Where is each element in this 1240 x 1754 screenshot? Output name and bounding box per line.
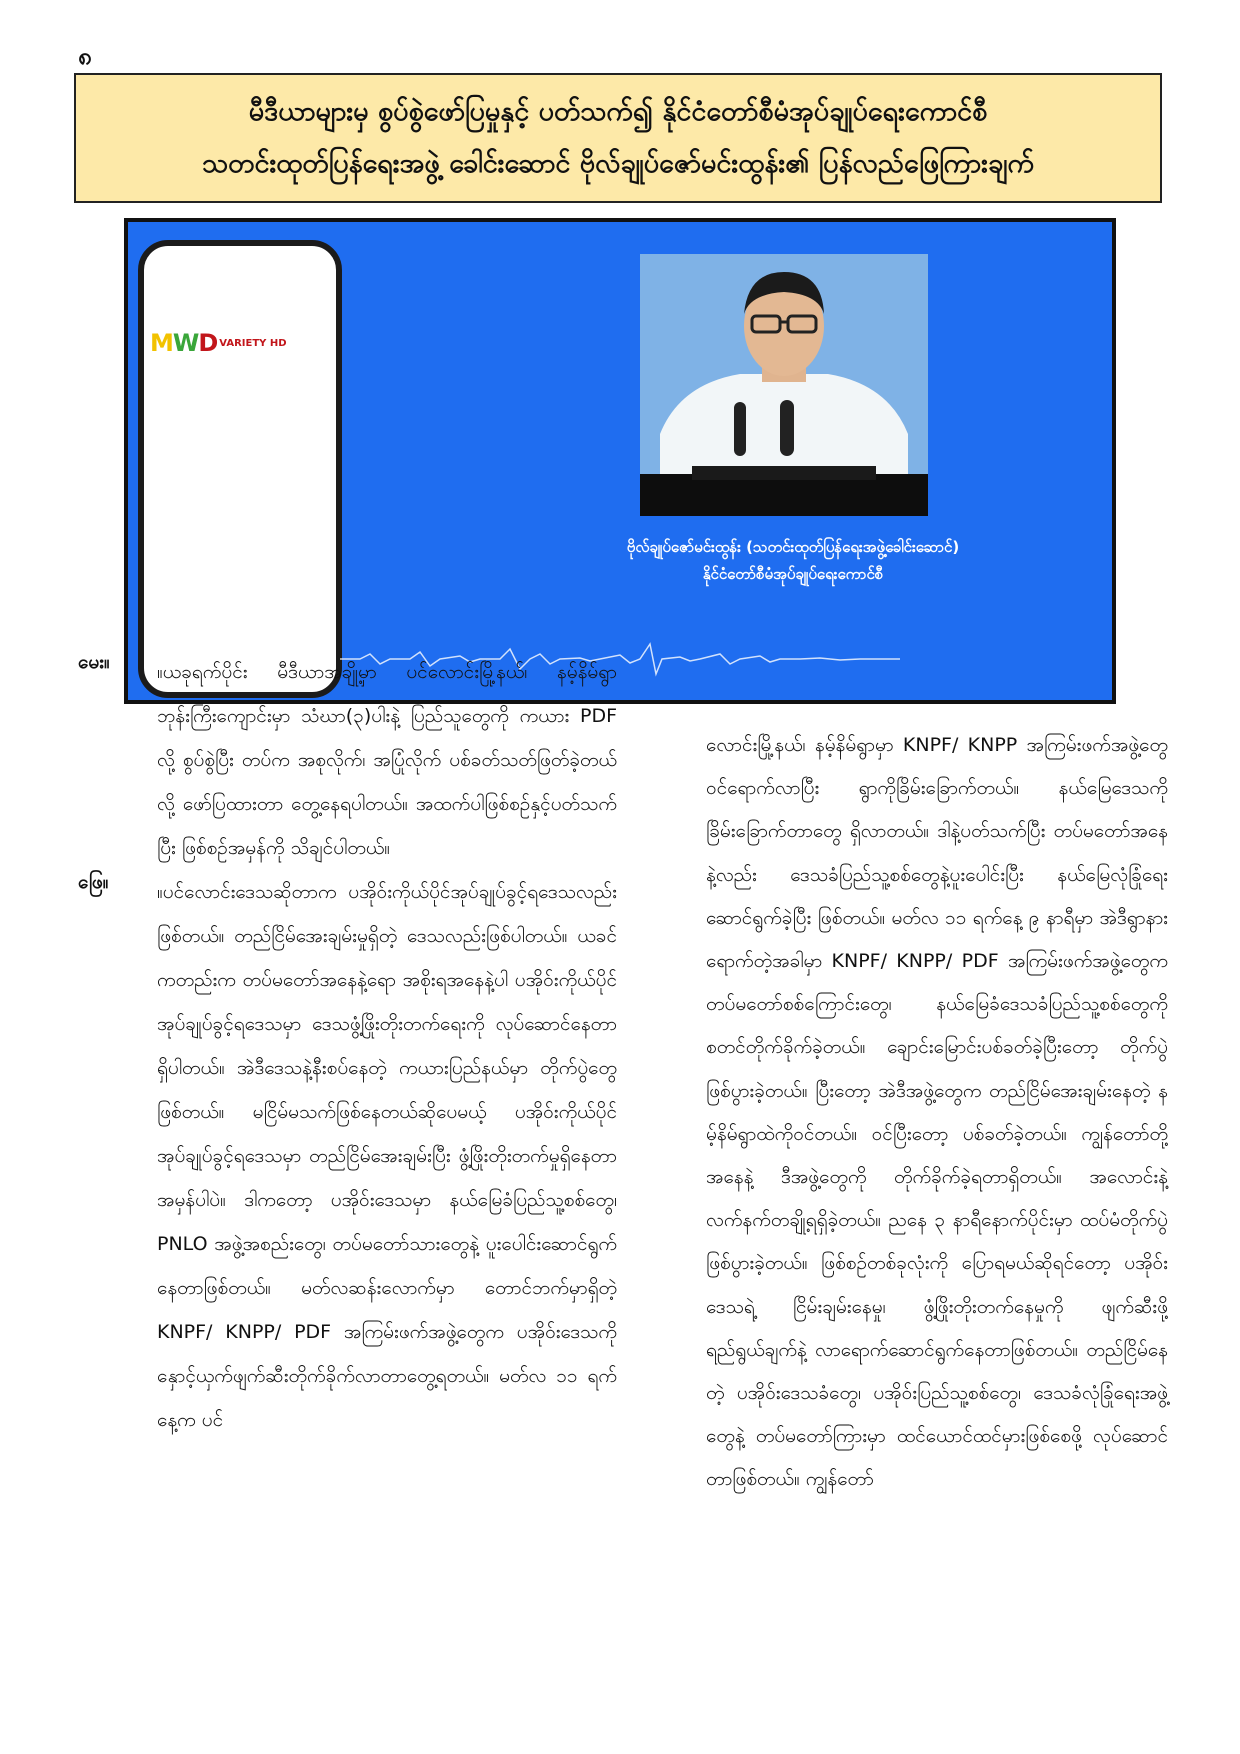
video-screenshot [124, 218, 1116, 704]
speaker-illustration [640, 254, 928, 516]
channel-logo [150, 328, 287, 358]
phone-mockup [138, 240, 342, 698]
caption-line-1: ဗိုလ်ချုပ်ဇော်မင်းထွန်း (သတင်းထုတ်ပြန်ရေးအဖွဲ့ခေါင်းဆောင်) [626, 538, 960, 556]
speaker-photo [640, 254, 928, 516]
logo-mark: MWD [150, 329, 218, 357]
answer-text: ။ပင်လောင်းဒေသဆိုတာက ပအိုဝ်းကိုယ်ပိုင်အုပ်ချုပ်ခွင့်ရဒေသလည်းဖြစ်တယ်။ တည်ငြိမ်အေးချမ်းမှုရှိတဲ့ ဒေသလည်းဖြစ်ပါတယ်။ ယခင်ကတည်းက တပ်မတော်အနေနဲ့ရော အစိုးရအနေနဲ့ပါ ပအိုဝ်းကိုယ်ပိုင်အုပ်ချုပ်ခွင့်ရဒေသမှာ ဒေသဖွံ့ဖြိုးတိုးတက်ရေးကို လုပ်ဆောင်နေတာရှိပါတယ်။ အဲဒီဒေသနဲ့နီးစပ်နေတဲ့ ကယားပြည်နယ်မှာ တိုက်ပွဲတွေဖြစ်တယ်။ မငြိမ်မသက်ဖြစ်နေတယ်ဆိုပေမယ့် ပအိုဝ်းကိုယ်ပိုင်အုပ်ချုပ်ခွင့်ရဒေသမှာ တည်ငြိမ်အေးချမ်းပြီး ဖွံ့ဖြိုးတိုးတက်မှုရှိနေတာ အမှန်ပါပဲ။ ဒါကတော့ ပအိုဝ်းဒေသမှာ နယ်မြေခံပြည်သူ့စစ်တွေ၊ PNLO အဖွဲ့အစည်းတွေ၊ တပ်မတော်သားတွေနဲ့ ပူးပေါင်းဆောင်ရွက်နေတာဖြစ်တယ်။ မတ်လဆန်းလောက်မှာ တောင်ဘက်မှာရှိတဲ့ KNPF/ KNPP/ PDF အကြမ်းဖက်အဖွဲ့တွေက ပအိုဝ်းဒေသကို နှောင့်ယှက်ဖျက်ဆီးတိုက်ခိုက်လာတာတွေ့ရတယ်။ မတ်လ ၁၁ ရက်နေ့က ပင် [157, 881, 617, 1431]
caption-line-2: နိုင်ငံတော်စီမံအုပ်ချုပ်ရေးကောင်စီ [702, 565, 884, 583]
answer-label: ဖြေ။ [78, 871, 109, 893]
question-text: ။ယခုရက်ပိုင်း မီဒီယာအချို့မှာ ပင်လောင်းမြို့နယ်၊ နမ့်နိမ်ရွာဘုန်းကြီးကျောင်းမှာ သံဃာ(၃)ပါးနဲ့ ပြည်သူတွေကို ကယား PDF လို့ စွပ်စွဲပြီး တပ်က အစုလိုက်၊ အပြုံလိုက် ပစ်ခတ်သတ်ဖြတ်ခဲ့တယ်လို့ ဖော်ပြထားတာ တွေ့နေရပါတယ်။ အထက်ပါဖြစ်စဉ်နှင့်ပတ်သက်ပြီး ဖြစ်စဉ်အမှန်ကို သိချင်ပါတယ်။ [157, 661, 617, 859]
logo-suffix: VARIETY HD [219, 337, 287, 349]
right-column-text: လောင်းမြို့နယ်၊ နမ့်နိမ်ရွာမှာ KNPF/ KNPP အကြမ်းဖက်အဖွဲ့တွေ ဝင်ရောက်လာပြီး ရွာကိုခြိမ်းခြောက်တယ်။ နယ်မြေဒေသကို ခြိမ်းခြောက်တာတွေ ရှိလာတယ်။ ဒါနဲ့ပတ်သက်ပြီး တပ်မတော်အနေနဲ့လည်း ဒေသခံပြည်သူ့စစ်တွေနဲ့ပူးပေါင်းပြီး နယ်မြေလုံခြုံရေးဆောင်ရွက်ခဲ့ပြီး ဖြစ်တယ်။ မတ်လ ၁၁ ရက်နေ့ ၉ နာရီမှာ အဲဒီရွာနားရောက်တဲ့အခါမှာ KNPF/ KNPP/ PDF အကြမ်းဖက်အဖွဲ့တွေက တပ်မတော်စစ်ကြောင်းတွေ၊ နယ်မြေခံဒေသခံပြည်သူ့စစ်တွေကို စတင်တိုက်ခိုက်ခဲ့တယ်။ ချောင်းမြောင်းပစ်ခတ်ခဲ့ပြီးတော့ တိုက်ပွဲဖြစ်ပွားခဲ့တယ်။ ပြီးတော့ အဲဒီအဖွဲ့တွေက တည်ငြိမ်အေးချမ်းနေတဲ့ နမ့်နိမ်ရွာထဲကိုဝင်တယ်။ ဝင်ပြီးတော့ ပစ်ခတ်ခဲ့တယ်။ ကျွန်တော်တို့အနေနဲ့ ဒီအဖွဲ့တွေကို တိုက်ခိုက်ခဲ့ရတာရှိတယ်။ အလောင်းနဲ့လက်နက်တချို့ရရှိခဲ့တယ်။ ညနေ ၃ နာရီနောက်ပိုင်းမှာ ထပ်မံတိုက်ပွဲဖြစ်ပွားခဲ့တယ်။ ဖြစ်စဉ်တစ်ခုလုံးကို ပြောရမယ်ဆိုရင်တော့ ပအိုဝ်းဒေသရဲ့ ငြိမ်းချမ်းနေမှု၊ ဖွံ့ဖြိုးတိုးတက်နေမှုကို ဖျက်ဆီးဖို့ ရည်ရွယ်ချက်နဲ့ လာရောက်ဆောင်ရွက်နေတာဖြစ်တယ်။ တည်ငြိမ်နေတဲ့ ပအိုဝ်းဒေသခံတွေ၊ ပအိုဝ်းပြည်သူ့စစ်တွေ၊ ဒေသခံလုံခြုံရေးအဖွဲ့တွေနဲ့ တပ်မတော်ကြားမှာ ထင်ယောင်ထင်မှားဖြစ်စေဖို့ လုပ်ဆောင်တာဖြစ်တယ်။ ကျွန်တော် [706, 734, 1168, 1491]
headline-line-2: သတင်းထုတ်ပြန်ရေးအဖွဲ့ ခေါင်းဆောင် ဗိုလ်ချုပ်ဇော်မင်းထွန်း၏ ပြန်လည်ဖြေကြားချက် [202, 148, 1034, 179]
video-caption [558, 534, 1028, 588]
headline-line-1: မီဒီယာများမှ စွပ်စွဲဖော်ပြမှုနှင့် ပတ်သက်၍ နိုင်ငံတော်စီမံအုပ်ချုပ်ရေးကောင်စီ [248, 96, 988, 127]
headline-box [74, 73, 1162, 203]
page-number: ၈ [78, 42, 92, 70]
question-label: မေး။ [78, 651, 110, 673]
